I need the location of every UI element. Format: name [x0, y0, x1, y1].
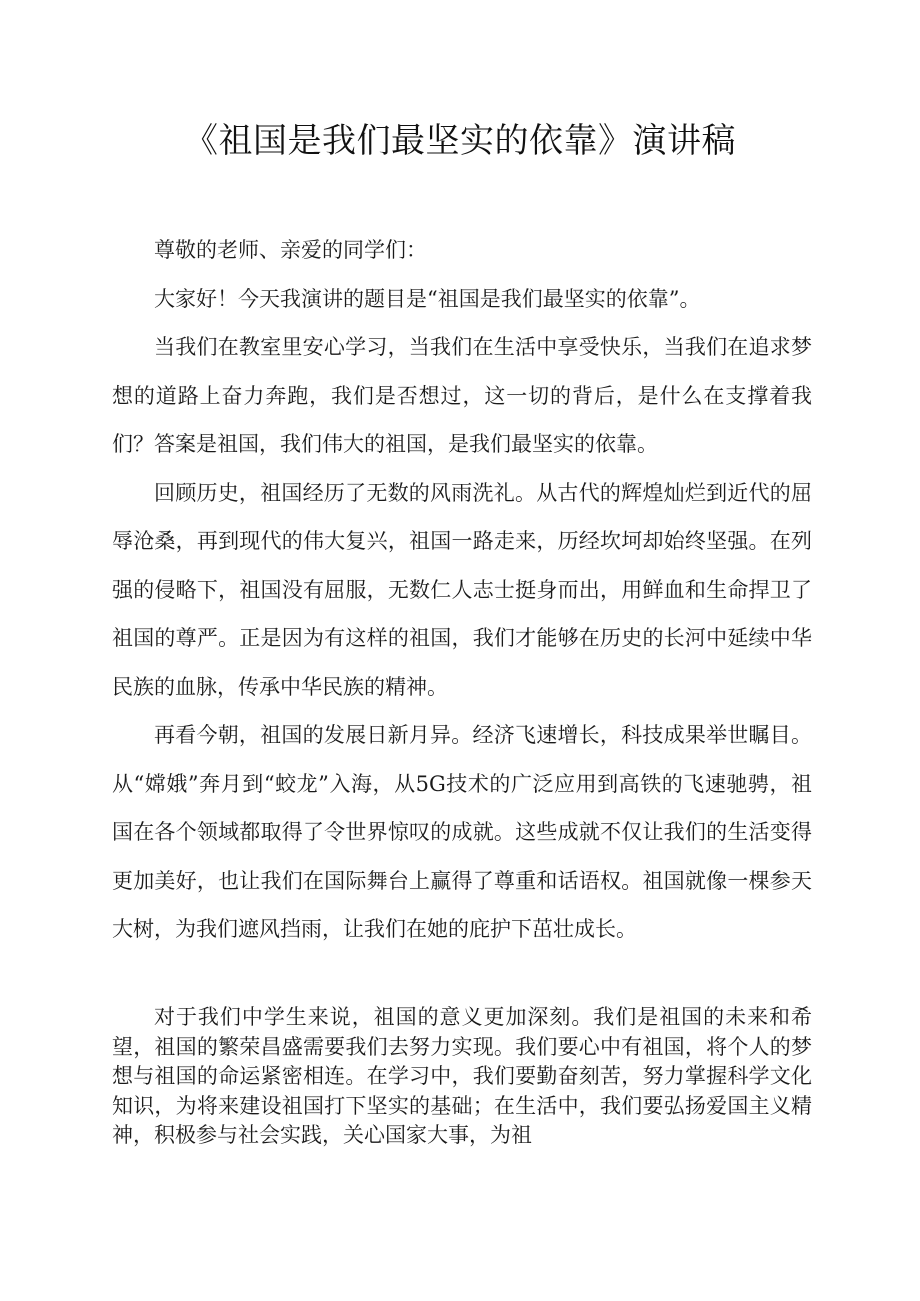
paragraph-students: 对于我们中学生来说，祖国的意义更加深刻。我们是祖国的未来和希望，祖国的繁荣昌盛需要我们去努力实现。我们要心中有祖国，将个人的梦想与祖国的命运紧密相连。在学习中，我们要勤奋刻苦，努力掌握科学文化知识，为将来建设祖国打下坚实的基础；在生活中，我们要弘扬爱国主义精神，积极参与社会实践，关心国家大事，为祖 — [112, 1005, 812, 1147]
paragraph-history: 回顾历史，祖国经历了无数的风雨洗礼。从古代的辉煌灿烂到近代的屈辱沧桑，再到现代的伟大复兴，祖国一路走来，历经坎坷却始终坚强。在列强的侵略下，祖国没有屈服，无数仁人志士挺身而出，用鲜血和生命捍卫了祖国的尊严。正是因为有这样的祖国，我们才能够在历史的长河中延续中华民族的血脉，传承中华民族的精神。 — [112, 480, 812, 699]
paragraph-support: 当我们在教室里安心学习，当我们在生活中享受快乐，当我们在追求梦想的道路上奋力奔跑，我们是否想过，这一切的背后，是什么在支撑着我们？答案是祖国，我们伟大的祖国，是我们最坚实的依靠。 — [112, 335, 812, 456]
speech-body-main — [112, 226, 812, 954]
salutation: 尊敬的老师、亲爱的同学们： — [154, 238, 427, 262]
page-title: 《祖国是我们最坚实的依靠》演讲稿 — [184, 121, 736, 161]
paragraph-today: 再看今朝，祖国的发展日新月异。经济飞速增长，科技成果举世瞩目。从“嫦娥”奔月到“蛟龙”入海，从5G技术的广泛应用到高铁的飞速驰骋，祖国在各个领域都取得了令世界惊叹的成就。这些成就不仅让我们的生活变得更加美好，也让我们在国际舞台上赢得了尊重和话语权。祖国就像一棵参天大树，为我们遮风挡雨，让我们在她的庇护下茁壮成长。 — [112, 723, 812, 941]
paragraph-greeting: 大家好！今天我演讲的题目是“祖国是我们最坚实的依靠”。 — [154, 286, 701, 311]
speech-body-continued — [112, 1003, 812, 1151]
